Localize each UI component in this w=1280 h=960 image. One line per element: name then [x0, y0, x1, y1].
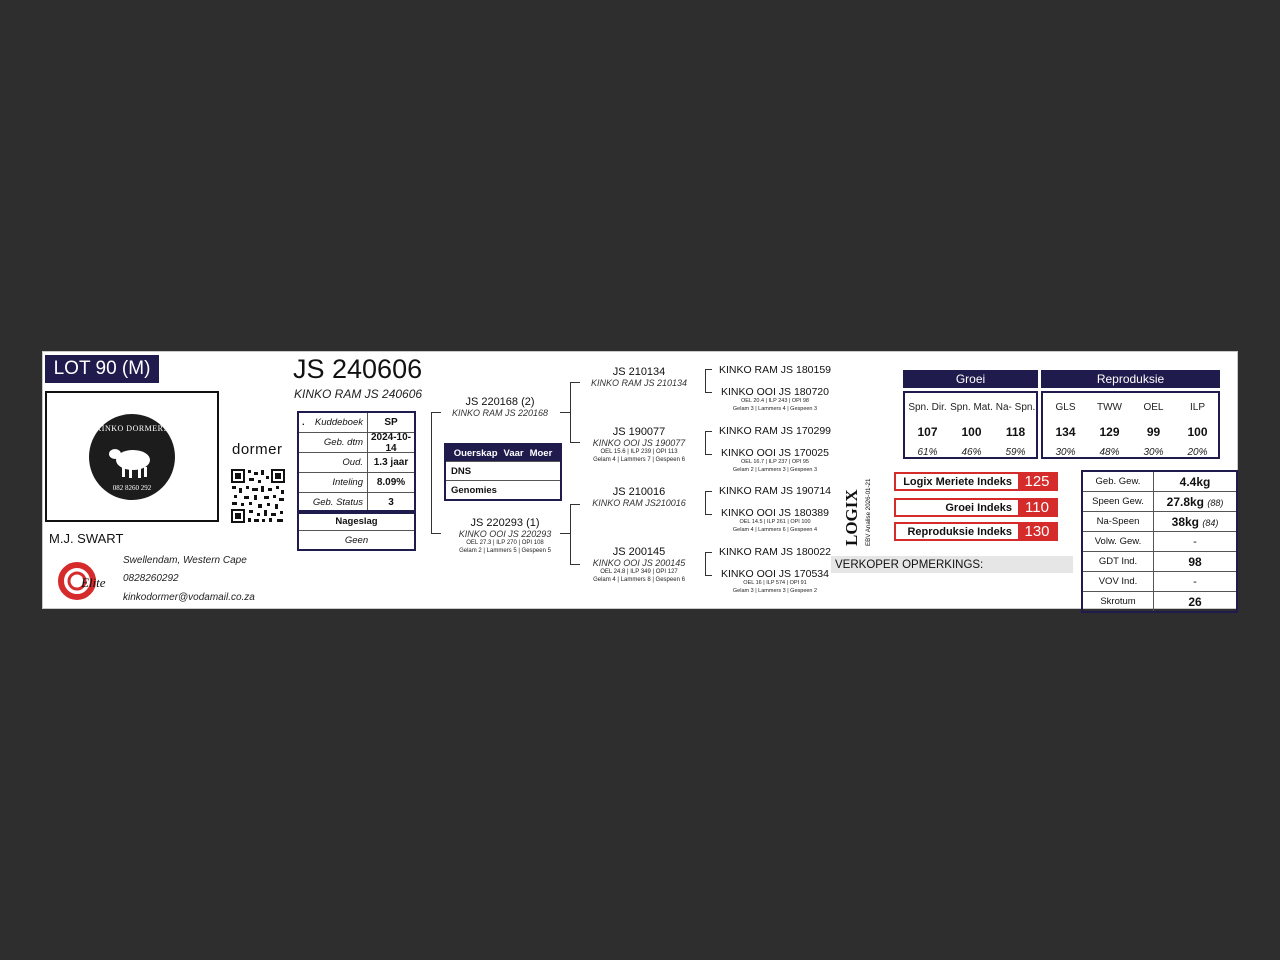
ebv-accuracy: 61%	[917, 447, 938, 458]
owner-location: Swellendam, Western Cape	[123, 555, 247, 566]
ebv-value: 100	[961, 425, 982, 439]
index-reproduksie	[894, 522, 1058, 541]
animal-info-table	[297, 411, 416, 514]
groei-grid	[903, 391, 1038, 459]
ebv-accuracy: 20%	[1187, 447, 1208, 458]
qr-code[interactable]	[230, 468, 286, 524]
info-value: 8.09%	[367, 473, 414, 492]
ebv-col	[1043, 395, 1088, 458]
index-label: Groei Indeks	[945, 501, 1012, 514]
index-logix-meriete	[894, 472, 1058, 491]
gp-id: JS 210134	[612, 366, 666, 378]
info-label: Geb. dtm	[323, 437, 363, 448]
info-label: Kuddeboek	[314, 417, 363, 428]
measurement-label: Na-Speen	[1083, 512, 1154, 531]
gp-name: KINKO RAM JS210016	[592, 498, 686, 508]
great-grandparent-7[interactable]	[715, 546, 835, 558]
logix-analysis-date: EBV Analise 2026-01-21	[865, 478, 872, 546]
info-value: 2024-10-14	[367, 433, 414, 452]
ebv-col	[905, 395, 950, 458]
measurement-label: Skrotum	[1083, 592, 1154, 611]
index-value: 110	[1018, 500, 1056, 515]
grandparent-1[interactable]	[579, 366, 699, 388]
info-row-inteling	[299, 473, 414, 493]
vaar-header: Vaar	[503, 447, 524, 459]
ebv-value: 107	[917, 425, 938, 439]
gp-stats: OEL 15.6 | ILP 239 | OPI 113	[600, 449, 678, 455]
ggp-stats-lambs: Gelam 3 | Lammers 4 | Gespeen 3	[732, 405, 818, 412]
ebv-label: TWW	[1097, 401, 1122, 413]
ebv-accuracy: 30%	[1055, 447, 1076, 458]
index-value: 130	[1018, 524, 1056, 539]
lot-card	[42, 351, 1238, 609]
ebv-label: Spn. Dir.	[908, 401, 947, 413]
owner-name: M.J. SWART	[49, 531, 124, 546]
owner-email: kinkodormer@vodamail.co.za	[123, 592, 255, 603]
measurement-label: Volw. Gew.	[1083, 532, 1154, 551]
ebv-accuracy: 30%	[1143, 447, 1164, 458]
info-value: 3	[367, 493, 414, 512]
great-grandparent-3[interactable]	[715, 425, 835, 437]
measurement-row	[1083, 552, 1236, 572]
ggp-name: KINKO OOI JS 170025	[721, 447, 829, 459]
ebv-label: Na- Spn.	[995, 401, 1036, 413]
measurement-row	[1083, 532, 1236, 552]
moer-header: Moer	[529, 447, 553, 459]
ouerskap-row-genomies: Genomies	[446, 480, 560, 499]
measurement-label: GDT Ind.	[1083, 552, 1154, 571]
ggp-stats: OEL 20.4 | ILP 243 | OPI 98	[741, 398, 809, 404]
measurement-value: -	[1193, 535, 1197, 548]
gp-id: JS 210016	[612, 486, 666, 498]
nageslag-header: Nageslag	[299, 512, 414, 531]
dam-id: JS 220293	[470, 517, 524, 529]
lot-label: LOT 90 (M)	[45, 355, 159, 383]
great-grandparent-8[interactable]	[715, 568, 835, 595]
ggp-name: KINKO OOI JS 180720	[721, 386, 829, 398]
logo-top-text: KINKO DORMERS	[95, 423, 169, 433]
info-row-kuddeboek	[299, 413, 414, 433]
ebv-col	[949, 395, 994, 458]
measurement-label: VOV Ind.	[1083, 572, 1154, 591]
sire-id: JS 220168	[465, 396, 519, 408]
ggp-name: KINKO RAM JS 180159	[718, 364, 832, 376]
dam-name: KINKO OOI JS 220293	[458, 529, 552, 539]
ggp-name: KINKO RAM JS 190714	[718, 485, 832, 497]
gp-stats-lambs: Gelam 4 | Lammers 8 | Gespeen 6	[593, 577, 685, 583]
great-grandparent-4[interactable]	[715, 447, 835, 474]
ebv-col	[993, 395, 1038, 458]
ebv-label: Spn. Mat.	[950, 401, 993, 413]
grandparent-2[interactable]	[579, 426, 699, 464]
measurement-row	[1083, 512, 1236, 532]
ebv-col	[1087, 395, 1132, 458]
ebv-label: GLS	[1055, 401, 1076, 413]
ggp-name: KINKO RAM JS 170299	[718, 425, 832, 437]
ouerskap-header: Ouerskap	[453, 447, 498, 459]
info-value: SP	[367, 413, 414, 432]
ebv-value: 99	[1146, 425, 1161, 439]
measurement-row	[1083, 592, 1236, 611]
ggp-stats-lambs: Gelam 2 | Lammers 3 | Gespeen 3	[732, 466, 818, 473]
measurement-extra: (88)	[1207, 497, 1224, 508]
logo-bottom-text: 082 8260 292	[112, 483, 152, 492]
index-label: Reproduksie Indeks	[907, 525, 1012, 538]
ggp-stats-lambs: Gelam 4 | Lammers 6 | Gespeen 4	[732, 526, 818, 533]
index-groei	[894, 498, 1058, 517]
ebv-col	[1131, 395, 1176, 458]
gp-name: KINKO RAM JS 210134	[590, 378, 688, 388]
dam-stats: OEL 27.3 | ILP 270 | OPI 108	[466, 540, 544, 546]
ggp-stats: OEL 16 | ILP 574 | OPI 91	[743, 580, 807, 586]
ebv-value: 134	[1055, 425, 1076, 439]
gp-stats-lambs: Gelam 4 | Lammers 7 | Gespeen 6	[593, 457, 685, 463]
great-grandparent-2[interactable]	[715, 386, 835, 413]
ebv-value: 100	[1187, 425, 1208, 439]
gp-name: KINKO OOI JS 200145	[592, 558, 686, 568]
gp-id: JS 190077	[612, 426, 666, 438]
ggp-stats-lambs: Gelam 3 | Lammers 3 | Gespeen 2	[732, 587, 818, 594]
elite-logo-text: Elite	[81, 575, 106, 590]
dam-suffix: (1)	[526, 517, 540, 529]
reproduksie-grid	[1041, 391, 1220, 459]
animal-id: JS 240606	[293, 354, 423, 384]
gp-id: JS 200145	[612, 546, 666, 558]
measurement-value: -	[1193, 575, 1197, 588]
info-row-oud	[299, 453, 414, 473]
index-label: Logix Meriete Indeks	[903, 475, 1012, 488]
measurement-value: 4.4kg	[1179, 474, 1211, 489]
ebv-label: ILP	[1189, 401, 1205, 413]
measurement-label: Geb. Gew.	[1083, 472, 1154, 491]
info-prefix: .	[302, 417, 305, 428]
gp-stats: OEL 24.8 | ILP 349 | OPI 127	[600, 569, 678, 575]
sire-name: KINKO RAM JS 220168	[451, 408, 549, 418]
dormer-brand: dormer	[232, 441, 283, 458]
measurement-row	[1083, 492, 1236, 512]
index-value: 125	[1018, 474, 1056, 489]
info-label: Inteling	[332, 477, 363, 488]
ggp-name: KINKO RAM JS 180022	[718, 546, 832, 558]
farm-logo-frame	[45, 391, 219, 522]
logix-logo	[843, 470, 873, 546]
measurement-label: Speen Gew.	[1083, 492, 1154, 511]
info-label: Geb. Status	[312, 497, 363, 508]
verkoper-opmerkings: VERKOPER OPMERKINGS:	[831, 556, 1073, 573]
measurement-value: 27.8kg	[1166, 494, 1204, 509]
measurement-extra: (84)	[1202, 517, 1219, 528]
kinko-dormers-logo	[89, 414, 175, 500]
dam[interactable]	[440, 517, 570, 555]
measurement-row	[1083, 572, 1236, 592]
measurement-value: 26	[1188, 594, 1202, 609]
reproduksie-header: Reproduksie	[1041, 370, 1220, 388]
nageslag-value: Geen	[344, 534, 369, 546]
great-grandparent-6[interactable]	[715, 507, 835, 534]
measurement-value: 98	[1188, 554, 1202, 569]
gp-name: KINKO OOI JS 190077	[592, 438, 686, 448]
ebv-accuracy: 46%	[961, 447, 982, 458]
pedigree-connector	[431, 412, 432, 534]
ggp-name: KINKO OOI JS 180389	[721, 507, 829, 519]
ebv-value: 118	[1005, 425, 1026, 439]
ebv-col	[1175, 395, 1220, 458]
sire[interactable]	[440, 396, 560, 418]
measurement-value: 38kg	[1171, 514, 1199, 529]
measurement-row	[1083, 472, 1236, 492]
measurements-table	[1081, 470, 1238, 613]
info-label: Oud.	[342, 457, 363, 468]
ebv-accuracy: 48%	[1099, 447, 1120, 458]
ebv-accuracy: 59%	[1005, 447, 1026, 458]
ebv-label: OEL	[1143, 401, 1164, 413]
logix-brand: LOGIX	[842, 489, 861, 546]
nageslag-box	[297, 510, 416, 551]
grandparent-3[interactable]	[579, 486, 699, 508]
sire-suffix: (2)	[521, 396, 535, 408]
dam-stats-lambs: Gelam 2 | Lammers 5 | Gespeen 5	[459, 548, 551, 554]
great-grandparent-5[interactable]	[715, 485, 835, 497]
ggp-stats: OEL 16.7 | ILP 237 | OPI 95	[741, 459, 809, 465]
grandparent-4[interactable]	[579, 546, 699, 584]
ouerskap-box	[444, 443, 562, 501]
info-value: 1.3 jaar	[367, 453, 414, 472]
owner-phone: 0828260292	[123, 573, 179, 584]
info-row-geb-dtm	[299, 433, 414, 453]
ebv-value: 129	[1099, 425, 1120, 439]
pedigree-connector	[570, 504, 571, 564]
groei-header: Groei	[903, 370, 1038, 388]
ggp-name: KINKO OOI JS 170534	[721, 568, 829, 580]
ggp-stats: OEL 14.5 | ILP 261 | OPI 100	[739, 519, 811, 525]
pedigree-connector	[570, 382, 571, 442]
ouerskap-row-dns: DNS	[446, 461, 560, 480]
animal-name: KINKO RAM JS 240606	[294, 387, 423, 401]
elite-logo	[55, 557, 106, 605]
great-grandparent-1[interactable]	[715, 364, 835, 376]
